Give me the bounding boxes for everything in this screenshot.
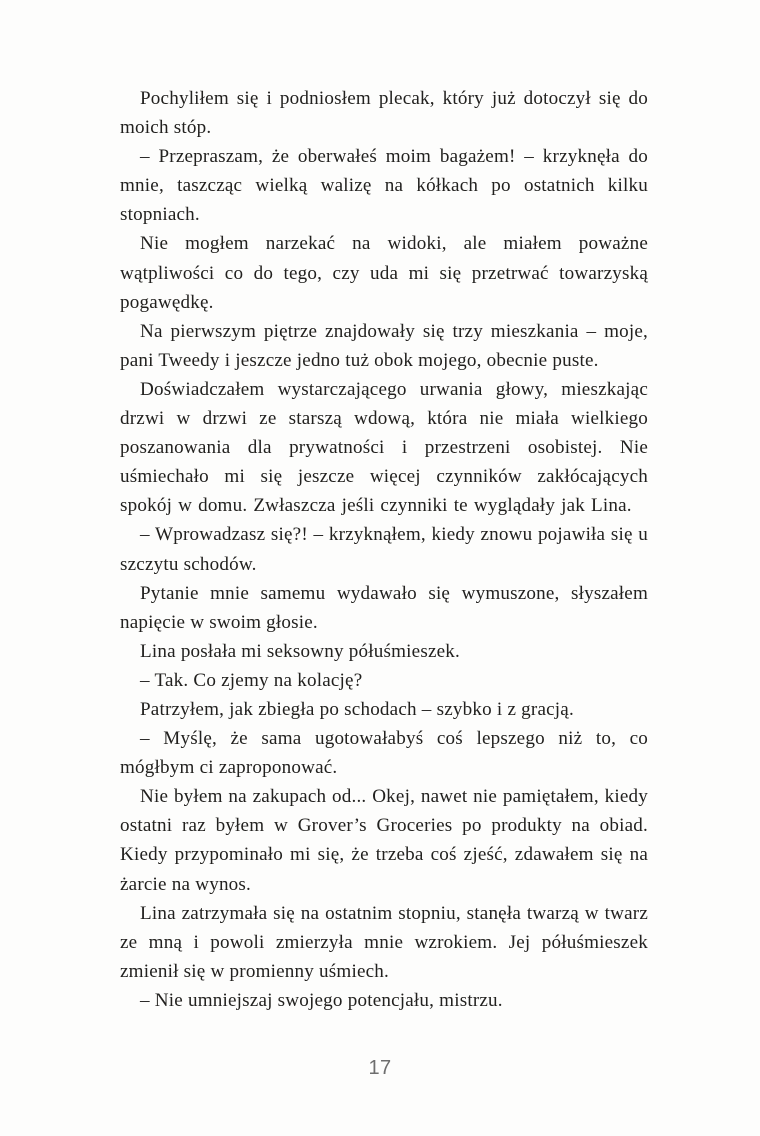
paragraph: Lina zatrzymała się na ostatnim stopniu, stanęła twarzą w twarz ze mną i powoli zmierzyła mnie wzrokiem. Jej półuśmieszek zmienił się w promienny uśmiech. bbox=[120, 902, 648, 982]
paragraph: Doświadczałem wystarczającego urwania głowy, mieszkając drzwi w drzwi ze starszą wdową, która nie miała wielkiego poszanowania dla prywatności i przestrzeni osobistej. Nie uśmiechało mi się jeszcze więcej czynników zakłócających spokój w domu. Zwłaszcza jeśli czynniki te wyglądały jak Lina. bbox=[120, 378, 648, 517]
paragraph: Pytanie mnie samemu wydawało się wymuszone, słyszałem napięcie w swoim głosie. bbox=[120, 582, 648, 633]
paragraph: Na pierwszym piętrze znajdowały się trzy mieszkania – moje, pani Tweedy i jeszcze jedno tuż obok mojego, obecnie puste. bbox=[120, 320, 648, 371]
paragraph: Pochyliłem się i podniosłem plecak, który już dotoczył się do moich stóp. bbox=[120, 88, 648, 139]
paragraph: – Wprowadzasz się?! – krzyknąłem, kiedy znowu pojawiła się u szczytu schodów. bbox=[120, 524, 648, 575]
paragraph: Nie mogłem narzekać na widoki, ale miałem poważne wątpliwości co do tego, czy uda mi się przetrwać towarzyską pogawędkę. bbox=[120, 233, 648, 313]
paragraph: Patrzyłem, jak zbiegła po schodach – szybko i z gracją. bbox=[140, 698, 574, 720]
page-number: 17 bbox=[368, 1057, 392, 1079]
paragraph: – Przepraszam, że oberwałeś moim bagażem! – krzyknęła do mnie, taszcząc wielką walizę na kółkach po ostatnich kilku stopniach. bbox=[120, 146, 648, 226]
paragraph: Lina posłała mi seksowny półuśmieszek. bbox=[140, 640, 460, 662]
paragraph: – Nie umniejszaj swojego potencjału, mistrzu. bbox=[140, 989, 503, 1011]
paragraph: Nie byłem na zakupach od... Okej, nawet nie pamiętałem, kiedy ostatni raz byłem w Grover’s Groceries po produkty na obiad. Kiedy przypominało mi się, że trzeba coś zjeść, zdawałem się na żarcie na wynos. bbox=[120, 786, 648, 895]
paragraph: – Tak. Co zjemy na kolację? bbox=[140, 669, 363, 691]
paragraph: – Myślę, że sama ugotowałabyś coś lepszego niż to, co mógłbym ci zaproponować. bbox=[120, 728, 648, 779]
page-text-block bbox=[120, 84, 648, 1015]
